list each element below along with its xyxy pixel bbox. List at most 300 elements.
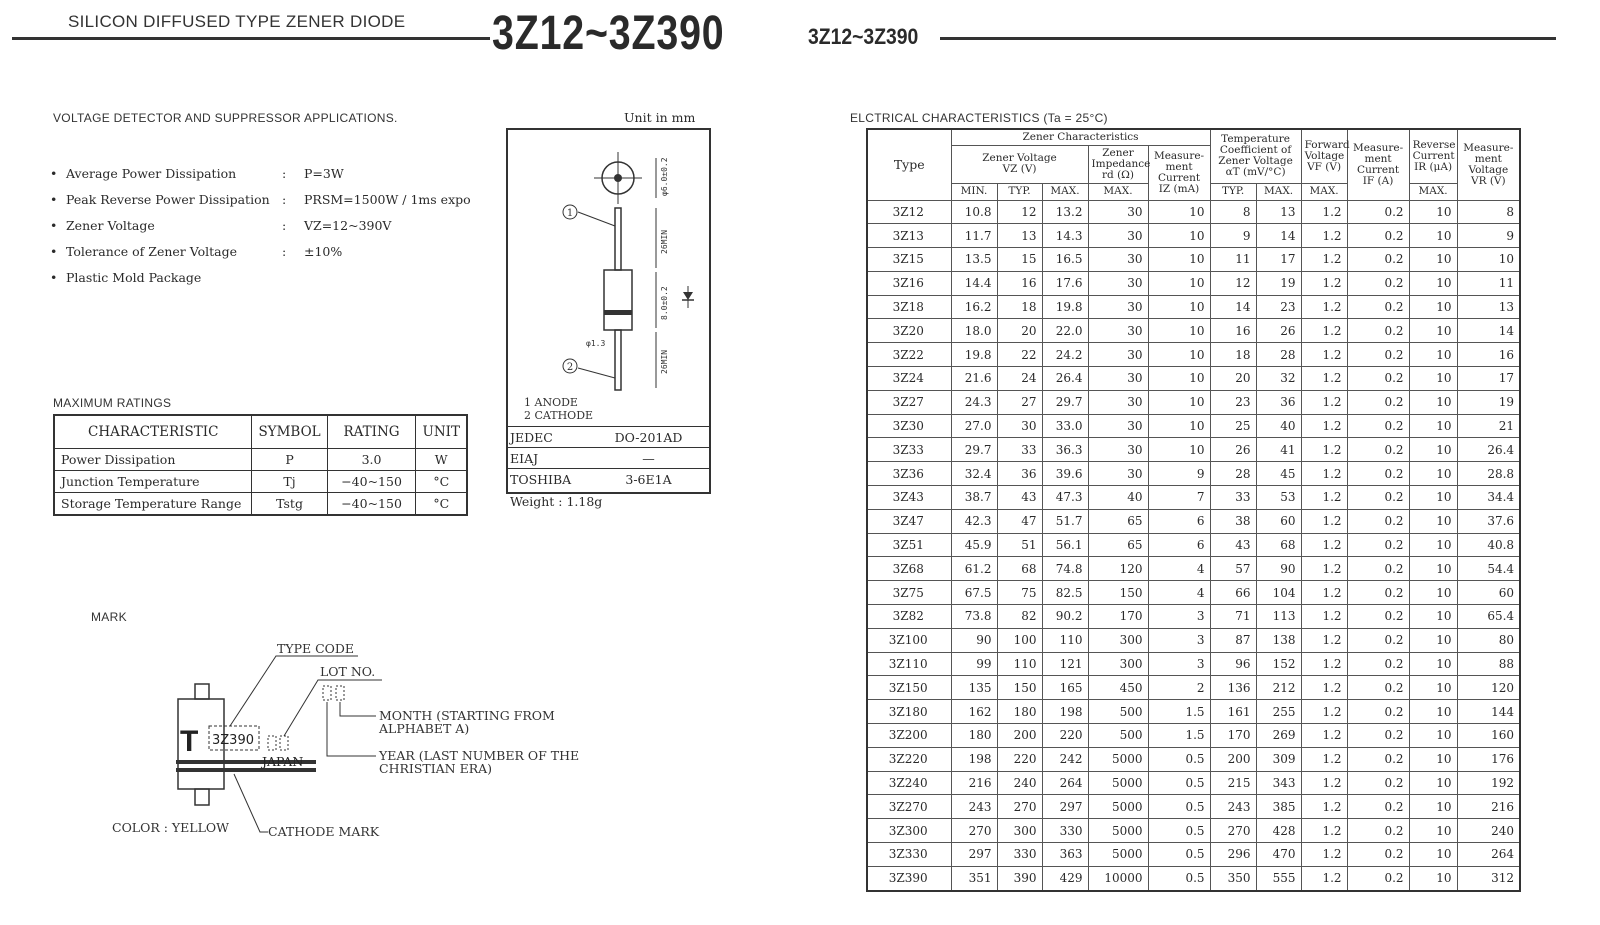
value-cell: 32	[1256, 367, 1301, 391]
value-cell: 9	[1210, 224, 1256, 248]
value-cell: 1.2	[1301, 414, 1347, 438]
max-ratings-table	[53, 414, 468, 516]
type-cell: 3Z16	[867, 271, 951, 295]
value-cell: 1.5	[1148, 724, 1210, 748]
value-cell: 1.2	[1301, 319, 1347, 343]
value-cell: 385	[1256, 795, 1301, 819]
value-cell: 429	[1042, 866, 1088, 890]
table-cell: EIAJ	[506, 448, 586, 469]
value-cell: 10.8	[951, 200, 997, 224]
value-cell: 10	[1148, 343, 1210, 367]
table-row	[867, 581, 1520, 605]
type-cell: 3Z390	[867, 866, 951, 890]
value-cell: 26.4	[1457, 438, 1520, 462]
type-cell: 3Z180	[867, 700, 951, 724]
value-cell: 29.7	[1042, 390, 1088, 414]
value-cell: 1.2	[1301, 200, 1347, 224]
column-header-meas-if: Measure-ment Current IF (A)	[1347, 129, 1409, 200]
value-cell: 10	[1409, 605, 1457, 629]
value-cell: 198	[1042, 700, 1088, 724]
table-row	[867, 509, 1520, 533]
column-header-zener-voltage: Zener Voltage VZ (V)	[951, 145, 1088, 183]
type-code-sample: 3Z390	[212, 733, 254, 748]
type-cell: 3Z200	[867, 724, 951, 748]
value-cell: 21.6	[951, 367, 997, 391]
value-cell: 10	[1409, 700, 1457, 724]
value-cell: 82.5	[1042, 581, 1088, 605]
value-cell: 10	[1409, 319, 1457, 343]
value-cell: 1.2	[1301, 367, 1347, 391]
value-cell: 10	[1148, 271, 1210, 295]
value-cell: 161	[1210, 700, 1256, 724]
value-cell: 10	[1409, 652, 1457, 676]
value-cell: 198	[951, 747, 997, 771]
value-cell: 10	[1409, 771, 1457, 795]
value-cell: 0.5	[1148, 747, 1210, 771]
table-row	[867, 866, 1520, 890]
table-row	[867, 557, 1520, 581]
value-cell: 1.2	[1301, 533, 1347, 557]
table-row	[867, 390, 1520, 414]
table-row	[867, 652, 1520, 676]
value-cell: 73.8	[951, 605, 997, 629]
value-cell: 0.2	[1347, 295, 1409, 319]
value-cell: 1.2	[1301, 724, 1347, 748]
value-cell: 1.2	[1301, 581, 1347, 605]
value-cell: 10	[1409, 533, 1457, 557]
type-cell: 3Z330	[867, 843, 951, 867]
value-cell: 30	[1088, 271, 1148, 295]
value-cell: 1.2	[1301, 628, 1347, 652]
value-cell: 0.2	[1347, 509, 1409, 533]
value-cell: 41	[1256, 438, 1301, 462]
table-row	[867, 248, 1520, 272]
value-cell: 1.2	[1301, 509, 1347, 533]
value-cell: 30	[997, 414, 1042, 438]
value-cell: 71	[1210, 605, 1256, 629]
value-cell: 0.2	[1347, 343, 1409, 367]
value-cell: 30	[1088, 248, 1148, 272]
value-cell: 135	[951, 676, 997, 700]
cathode-mark-label: CATHODE MARK	[268, 824, 380, 839]
value-cell: 13.5	[951, 248, 997, 272]
value-cell: 216	[1457, 795, 1520, 819]
value-cell: 300	[997, 819, 1042, 843]
value-cell: 6	[1148, 533, 1210, 557]
column-header-type: Type	[867, 129, 951, 200]
value-cell: 1.2	[1301, 248, 1347, 272]
value-cell: 22.0	[1042, 319, 1088, 343]
value-cell: 17.6	[1042, 271, 1088, 295]
callout-anode: 1	[566, 208, 574, 219]
header-rule-left	[12, 37, 490, 40]
value-cell: 1.2	[1301, 866, 1347, 890]
value-cell: 0.5	[1148, 771, 1210, 795]
value-cell: 0.2	[1347, 676, 1409, 700]
value-cell: 343	[1256, 771, 1301, 795]
value-cell: 270	[997, 795, 1042, 819]
value-cell: 61.2	[951, 557, 997, 581]
value-cell: 39.6	[1042, 462, 1088, 486]
month-label: MONTH (STARTING FROM	[379, 708, 555, 723]
value-cell: 10	[1457, 248, 1520, 272]
value-cell: 270	[1210, 819, 1256, 843]
value-cell: 30	[1088, 367, 1148, 391]
value-cell: 45.9	[951, 533, 997, 557]
value-cell: 34.4	[1457, 486, 1520, 510]
value-cell: 10	[1148, 319, 1210, 343]
value-cell: 243	[951, 795, 997, 819]
legend-cathode: 2 CATHODE	[524, 409, 594, 422]
table-row	[867, 224, 1520, 248]
features-list	[50, 160, 471, 290]
type-cell: 3Z24	[867, 367, 951, 391]
type-cell: 3Z13	[867, 224, 951, 248]
value-cell: 264	[1042, 771, 1088, 795]
diode-symbol-icon	[682, 286, 694, 308]
value-cell: 1.2	[1301, 486, 1347, 510]
table-cell: —	[586, 448, 711, 469]
table-row	[867, 771, 1520, 795]
document-title: 3Z12~3Z390	[492, 7, 725, 60]
value-cell: 10	[1409, 557, 1457, 581]
value-cell: 22	[997, 343, 1042, 367]
table-row	[54, 493, 467, 516]
value-cell: 68	[1256, 533, 1301, 557]
value-cell: 74.8	[1042, 557, 1088, 581]
value-cell: 170	[1088, 605, 1148, 629]
value-cell: 0.2	[1347, 438, 1409, 462]
value-cell: 243	[1210, 795, 1256, 819]
table-row	[867, 628, 1520, 652]
value-cell: 30	[1088, 200, 1148, 224]
color-label: COLOR : YELLOW	[112, 820, 230, 835]
value-cell: 9	[1457, 224, 1520, 248]
value-cell: 192	[1457, 771, 1520, 795]
value-cell: 32.4	[951, 462, 997, 486]
value-cell: 10	[1148, 224, 1210, 248]
value-cell: 330	[1042, 819, 1088, 843]
value-cell: 57	[1210, 557, 1256, 581]
value-cell: 10	[1409, 486, 1457, 510]
table-cell: Storage Temperature Range	[54, 493, 252, 516]
value-cell: 8	[1210, 200, 1256, 224]
table-row	[867, 486, 1520, 510]
value-cell: 180	[997, 700, 1042, 724]
value-cell: 500	[1088, 724, 1148, 748]
value-cell: 24	[997, 367, 1042, 391]
value-cell: 42.3	[951, 509, 997, 533]
table-row	[867, 795, 1520, 819]
value-cell: 30	[1088, 224, 1148, 248]
value-cell: 38	[1210, 509, 1256, 533]
table-row	[867, 533, 1520, 557]
value-cell: 88	[1457, 652, 1520, 676]
value-cell: 0.2	[1347, 652, 1409, 676]
package-info-table	[506, 426, 711, 489]
subheader: MAX.	[1042, 183, 1088, 200]
value-cell: 113	[1256, 605, 1301, 629]
value-cell: 11	[1210, 248, 1256, 272]
value-cell: 47	[997, 509, 1042, 533]
value-cell: 9	[1148, 462, 1210, 486]
type-cell: 3Z75	[867, 581, 951, 605]
value-cell: 270	[951, 819, 997, 843]
table-cell: °C	[416, 493, 467, 516]
value-cell: 0.2	[1347, 771, 1409, 795]
table-row	[867, 747, 1520, 771]
column-header-reverse: Reverse Current IR (μA)	[1409, 129, 1457, 183]
page-header-title: 3Z12~3Z390	[808, 24, 919, 49]
value-cell: 67.5	[951, 581, 997, 605]
value-cell: 100	[997, 628, 1042, 652]
value-cell: 0.2	[1347, 486, 1409, 510]
value-cell: 1.2	[1301, 557, 1347, 581]
value-cell: 28.8	[1457, 462, 1520, 486]
value-cell: 1.2	[1301, 271, 1347, 295]
value-cell: 10	[1148, 390, 1210, 414]
value-cell: 90	[951, 628, 997, 652]
value-cell: 18	[1210, 343, 1256, 367]
type-cell: 3Z36	[867, 462, 951, 486]
value-cell: 87	[1210, 628, 1256, 652]
value-cell: 99	[951, 652, 997, 676]
unit-label: Unit in mm	[624, 110, 696, 125]
table-row	[867, 843, 1520, 867]
value-cell: 1.2	[1301, 819, 1347, 843]
type-cell: 3Z270	[867, 795, 951, 819]
type-cell: 3Z20	[867, 319, 951, 343]
value-cell: 1.2	[1301, 795, 1347, 819]
value-cell: 1.2	[1301, 343, 1347, 367]
value-cell: 363	[1042, 843, 1088, 867]
value-cell: 0.2	[1347, 367, 1409, 391]
value-cell: 16	[1457, 343, 1520, 367]
value-cell: 150	[1088, 581, 1148, 605]
value-cell: 10	[1409, 628, 1457, 652]
value-cell: 25	[1210, 414, 1256, 438]
value-cell: 4	[1148, 581, 1210, 605]
value-cell: 10	[1148, 295, 1210, 319]
value-cell: 17	[1256, 248, 1301, 272]
table-row	[54, 471, 467, 493]
value-cell: 5000	[1088, 795, 1148, 819]
value-cell: 10	[1409, 843, 1457, 867]
type-cell: 3Z100	[867, 628, 951, 652]
column-header-impedance: Zener Impedance rd (Ω)	[1088, 145, 1148, 183]
value-cell: 7	[1148, 486, 1210, 510]
value-cell: 0.2	[1347, 271, 1409, 295]
table-cell: Tstg	[252, 493, 327, 516]
value-cell: 297	[1042, 795, 1088, 819]
value-cell: 0.2	[1347, 462, 1409, 486]
value-cell: 138	[1256, 628, 1301, 652]
month-label-line2: ALPHABET A)	[379, 721, 470, 736]
value-cell: 1.2	[1301, 390, 1347, 414]
value-cell: 309	[1256, 747, 1301, 771]
value-cell: 0.2	[1347, 200, 1409, 224]
value-cell: 212	[1256, 676, 1301, 700]
value-cell: 68	[997, 557, 1042, 581]
value-cell: 66	[1210, 581, 1256, 605]
value-cell: 0.2	[1347, 533, 1409, 557]
value-cell: 60	[1457, 581, 1520, 605]
value-cell: 0.2	[1347, 866, 1409, 890]
value-cell: 19	[1457, 390, 1520, 414]
value-cell: 33	[997, 438, 1042, 462]
value-cell: 300	[1088, 652, 1148, 676]
column-header: SYMBOL	[252, 415, 327, 449]
value-cell: 330	[997, 843, 1042, 867]
value-cell: 350	[1210, 866, 1256, 890]
type-cell: 3Z43	[867, 486, 951, 510]
value-cell: 0.2	[1347, 819, 1409, 843]
column-group-zener: Zener Characteristics	[951, 129, 1210, 145]
value-cell: 6	[1148, 509, 1210, 533]
value-cell: 220	[1042, 724, 1088, 748]
type-cell: 3Z12	[867, 200, 951, 224]
value-cell: 19.8	[1042, 295, 1088, 319]
column-header-meas-vr: Measure-ment Voltage VR (V)	[1457, 129, 1520, 200]
value-cell: 40	[1256, 414, 1301, 438]
header-rule-right	[940, 37, 1556, 40]
value-cell: 10	[1409, 343, 1457, 367]
table-cell: W	[416, 449, 467, 471]
table-row	[867, 676, 1520, 700]
column-header-meas-iz: Measure-ment Current IZ (mA)	[1148, 145, 1210, 200]
value-cell: 2	[1148, 676, 1210, 700]
value-cell: 20	[997, 319, 1042, 343]
value-cell: 242	[1042, 747, 1088, 771]
toshiba-logo-mark: T	[180, 725, 199, 758]
value-cell: 30	[1088, 462, 1148, 486]
applications-heading: VOLTAGE DETECTOR AND SUPPRESSOR APPLICATIONS.	[53, 111, 398, 125]
subheader: MIN.	[951, 183, 997, 200]
value-cell: 240	[1457, 819, 1520, 843]
value-cell: 152	[1256, 652, 1301, 676]
value-cell: 1.2	[1301, 462, 1347, 486]
table-row	[867, 724, 1520, 748]
value-cell: 4	[1148, 557, 1210, 581]
type-cell: 3Z51	[867, 533, 951, 557]
value-cell: 18	[997, 295, 1042, 319]
subheader: MAX.	[1409, 183, 1457, 200]
value-cell: 43	[997, 486, 1042, 510]
value-cell: 30	[1088, 295, 1148, 319]
value-cell: 75	[997, 581, 1042, 605]
value-cell: 37.6	[1457, 509, 1520, 533]
value-cell: 14.3	[1042, 224, 1088, 248]
value-cell: 90	[1256, 557, 1301, 581]
table-cell: Power Dissipation	[54, 449, 252, 471]
value-cell: 26.4	[1042, 367, 1088, 391]
value-cell: 450	[1088, 676, 1148, 700]
value-cell: 0.2	[1347, 414, 1409, 438]
subheader: MAX.	[1256, 183, 1301, 200]
value-cell: 0.2	[1347, 557, 1409, 581]
value-cell: 53	[1256, 486, 1301, 510]
value-cell: 0.2	[1347, 248, 1409, 272]
value-cell: 300	[1088, 628, 1148, 652]
value-cell: 14	[1256, 224, 1301, 248]
value-cell: 10	[1409, 747, 1457, 771]
dimension-diameter: φ6.0±0.2	[660, 157, 669, 196]
value-cell: 0.2	[1347, 390, 1409, 414]
value-cell: 24.3	[951, 390, 997, 414]
value-cell: 28	[1210, 462, 1256, 486]
mark-heading: MARK	[91, 610, 127, 624]
electrical-table-body	[867, 200, 1520, 891]
value-cell: 0.2	[1347, 747, 1409, 771]
value-cell: 216	[951, 771, 997, 795]
table-cell: 3-6E1A	[586, 469, 711, 490]
value-cell: 15	[997, 248, 1042, 272]
value-cell: 80	[1457, 628, 1520, 652]
value-cell: 40.8	[1457, 533, 1520, 557]
value-cell: 10	[1409, 295, 1457, 319]
value-cell: 10	[1148, 367, 1210, 391]
table-cell: −40~150	[327, 493, 416, 516]
value-cell: 10	[1409, 224, 1457, 248]
value-cell: 11.7	[951, 224, 997, 248]
document-subtitle: SILICON DIFFUSED TYPE ZENER DIODE	[68, 12, 406, 31]
electrical-characteristics-table	[866, 128, 1521, 892]
value-cell: 30	[1088, 414, 1148, 438]
value-cell: 51.7	[1042, 509, 1088, 533]
feature-item: • Plastic Mold Package	[50, 269, 202, 285]
table-row	[867, 462, 1520, 486]
value-cell: 10	[1409, 200, 1457, 224]
package-weight: Weight : 1.18g	[510, 494, 603, 509]
value-cell: 40	[1088, 486, 1148, 510]
value-cell: 120	[1457, 676, 1520, 700]
table-row	[506, 427, 711, 448]
value-cell: 5000	[1088, 843, 1148, 867]
value-cell: 110	[997, 652, 1042, 676]
value-cell: 104	[1256, 581, 1301, 605]
value-cell: 27	[997, 390, 1042, 414]
type-cell: 3Z82	[867, 605, 951, 629]
value-cell: 10	[1148, 414, 1210, 438]
value-cell: 120	[1088, 557, 1148, 581]
callout-cathode: 2	[566, 362, 574, 373]
value-cell: 200	[1210, 747, 1256, 771]
column-header-temp-coef: Temperature Coefficient of Zener Voltage αT (mV/°C)	[1210, 129, 1301, 183]
value-cell: 0.2	[1347, 224, 1409, 248]
electrical-heading: ELCTRICAL CHARACTERISTICS (Ta = 25°C)	[850, 111, 1108, 125]
value-cell: 16	[997, 271, 1042, 295]
value-cell: 144	[1457, 700, 1520, 724]
value-cell: 3	[1148, 652, 1210, 676]
value-cell: 82	[997, 605, 1042, 629]
table-row	[867, 605, 1520, 629]
value-cell: 0.2	[1347, 795, 1409, 819]
feature-item: • Zener Voltage : VZ=12~390V	[50, 217, 392, 233]
value-cell: 110	[1042, 628, 1088, 652]
value-cell: 3	[1148, 605, 1210, 629]
value-cell: 1.2	[1301, 224, 1347, 248]
value-cell: 12	[1210, 271, 1256, 295]
origin-label: JAPAN	[262, 754, 304, 769]
type-cell: 3Z27	[867, 390, 951, 414]
type-code-label: TYPE CODE	[277, 641, 355, 656]
value-cell: 10	[1148, 248, 1210, 272]
value-cell: 10	[1409, 414, 1457, 438]
value-cell: 47.3	[1042, 486, 1088, 510]
feature-item: • Peak Reverse Power Dissipation : PRSM=1500W / 1ms expo	[50, 191, 471, 207]
type-cell: 3Z300	[867, 819, 951, 843]
type-cell: 3Z18	[867, 295, 951, 319]
